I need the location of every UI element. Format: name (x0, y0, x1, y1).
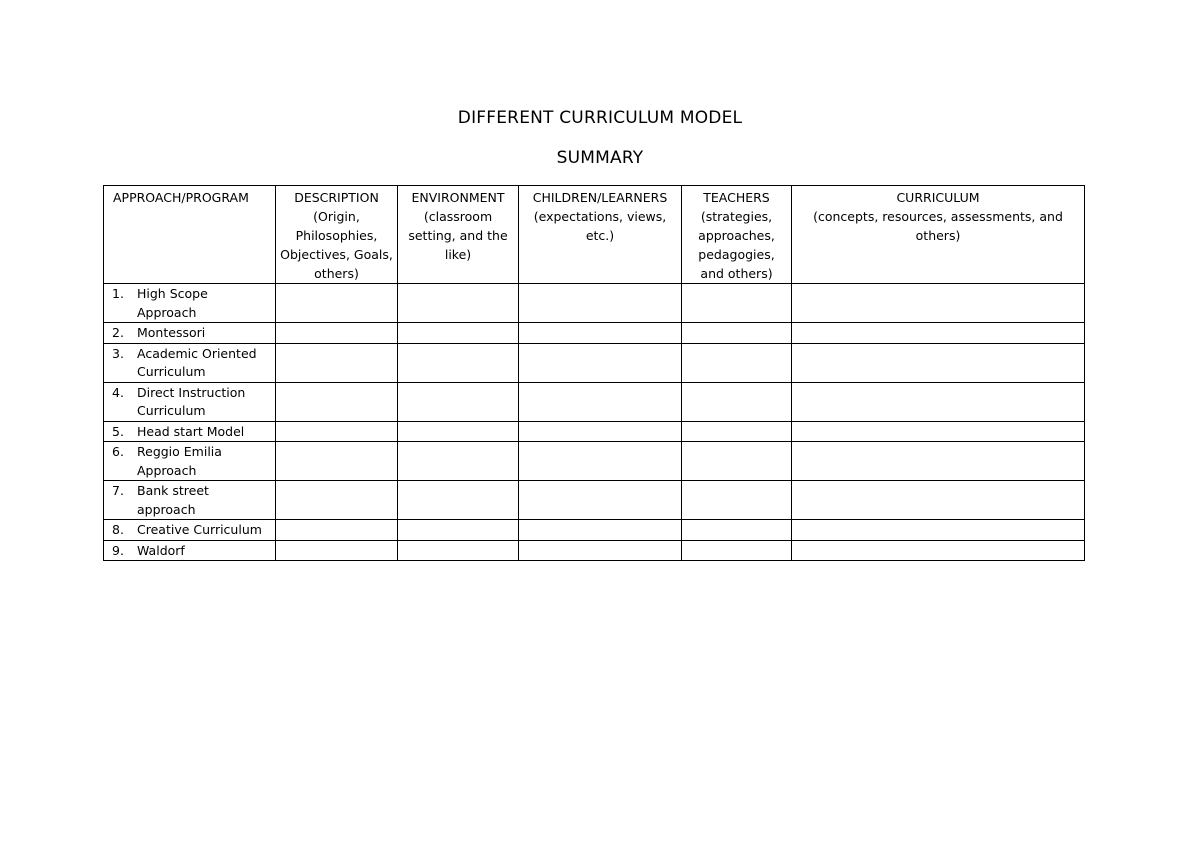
approach-cell (104, 481, 276, 520)
approach-cell (104, 323, 276, 344)
empty-cell[interactable] (398, 343, 519, 382)
empty-cell[interactable] (792, 382, 1085, 421)
row-number: 4. (112, 384, 124, 400)
table-row (104, 343, 1085, 382)
empty-cell[interactable] (792, 481, 1085, 520)
approach-cell (104, 343, 276, 382)
header-main: CURRICULUM (896, 190, 980, 205)
row-label: Creative Curriculum (137, 522, 262, 537)
empty-cell[interactable] (682, 343, 792, 382)
empty-cell[interactable] (398, 382, 519, 421)
empty-cell[interactable] (792, 520, 1085, 541)
header-sub: (Origin, Philosophies, Objectives, Goals, others) (280, 209, 393, 281)
table-row (104, 323, 1085, 344)
empty-cell[interactable] (276, 481, 398, 520)
empty-cell[interactable] (792, 421, 1085, 442)
row-number: 1. (112, 286, 124, 301)
table-row (104, 520, 1085, 541)
empty-cell[interactable] (682, 540, 792, 561)
empty-cell[interactable] (792, 284, 1085, 323)
empty-cell[interactable] (276, 343, 398, 382)
approach-cell (104, 382, 276, 421)
empty-cell[interactable] (276, 382, 398, 421)
empty-cell[interactable] (398, 442, 519, 481)
row-number: 2. (112, 325, 124, 340)
table-row (104, 481, 1085, 520)
row-label: Academic Oriented Curriculum (137, 345, 257, 379)
row-label: Bank street approach (137, 483, 209, 517)
row-number: 7. (112, 483, 124, 498)
empty-cell[interactable] (398, 421, 519, 442)
header-sub: (concepts, resources, assessments, and others) (813, 209, 1063, 243)
empty-cell[interactable] (276, 421, 398, 442)
row-label: High Scope Approach (137, 286, 208, 320)
empty-cell[interactable] (682, 442, 792, 481)
empty-cell[interactable] (519, 284, 682, 323)
row-label: Waldorf (137, 542, 185, 558)
row-label: Direct Instruction Curriculum (137, 384, 246, 418)
approach-cell (104, 520, 276, 541)
approach-cell (104, 442, 276, 481)
empty-cell[interactable] (682, 520, 792, 541)
row-label: Montessori (137, 325, 206, 340)
empty-cell[interactable] (792, 540, 1085, 561)
empty-cell[interactable] (682, 382, 792, 421)
empty-cell[interactable] (276, 323, 398, 344)
empty-cell[interactable] (276, 520, 398, 541)
header-children-learners (519, 186, 682, 284)
empty-cell[interactable] (276, 540, 398, 561)
table-row (104, 382, 1085, 421)
empty-cell[interactable] (519, 520, 682, 541)
empty-cell[interactable] (519, 540, 682, 561)
empty-cell[interactable] (519, 442, 682, 481)
table-row (104, 284, 1085, 323)
header-main: TEACHERS (703, 190, 770, 205)
document-subtitle: SUMMARY (556, 148, 644, 168)
approach-cell (104, 421, 276, 442)
empty-cell[interactable] (519, 343, 682, 382)
empty-cell[interactable] (519, 382, 682, 421)
empty-cell[interactable] (519, 323, 682, 344)
empty-cell[interactable] (792, 442, 1085, 481)
header-sub: (expectations, views, etc.) (533, 209, 667, 243)
row-number: 3. (112, 345, 124, 361)
header-main: ENVIRONMENT (411, 190, 505, 205)
header-sub: (strategies, approaches, pedagogies, and others) (698, 209, 775, 281)
document-title: DIFFERENT CURRICULUM MODEL (457, 108, 743, 128)
row-number: 8. (112, 522, 124, 537)
empty-cell[interactable] (398, 481, 519, 520)
header-teachers (682, 186, 792, 284)
empty-cell[interactable] (398, 284, 519, 323)
header-main: APPROACH/PROGRAM (113, 190, 249, 205)
row-number: 6. (112, 444, 124, 459)
approach-cell (104, 540, 276, 561)
empty-cell[interactable] (682, 421, 792, 442)
empty-cell[interactable] (398, 520, 519, 541)
empty-cell[interactable] (519, 481, 682, 520)
header-environment (398, 186, 519, 284)
table-row (104, 540, 1085, 561)
header-main: CHILDREN/LEARNERS (532, 190, 668, 205)
table-row (104, 421, 1085, 442)
header-sub: (classroom setting, and the like) (408, 209, 508, 262)
header-row (104, 186, 1085, 284)
approach-cell (104, 284, 276, 323)
empty-cell[interactable] (682, 323, 792, 344)
empty-cell[interactable] (682, 284, 792, 323)
header-curriculum (792, 186, 1085, 284)
empty-cell[interactable] (398, 540, 519, 561)
header-approach-program (104, 186, 276, 284)
empty-cell[interactable] (276, 284, 398, 323)
summary-table (103, 185, 1085, 561)
empty-cell[interactable] (276, 442, 398, 481)
table-row (104, 442, 1085, 481)
empty-cell[interactable] (682, 481, 792, 520)
row-number: 5. (112, 423, 124, 439)
empty-cell[interactable] (398, 323, 519, 344)
row-label: Reggio Emilia Approach (137, 444, 222, 478)
empty-cell[interactable] (792, 323, 1085, 344)
row-number: 9. (112, 542, 124, 558)
header-main: DESCRIPTION (294, 190, 379, 205)
empty-cell[interactable] (519, 421, 682, 442)
header-description (276, 186, 398, 284)
row-label: Head start Model (137, 423, 245, 439)
empty-cell[interactable] (792, 343, 1085, 382)
